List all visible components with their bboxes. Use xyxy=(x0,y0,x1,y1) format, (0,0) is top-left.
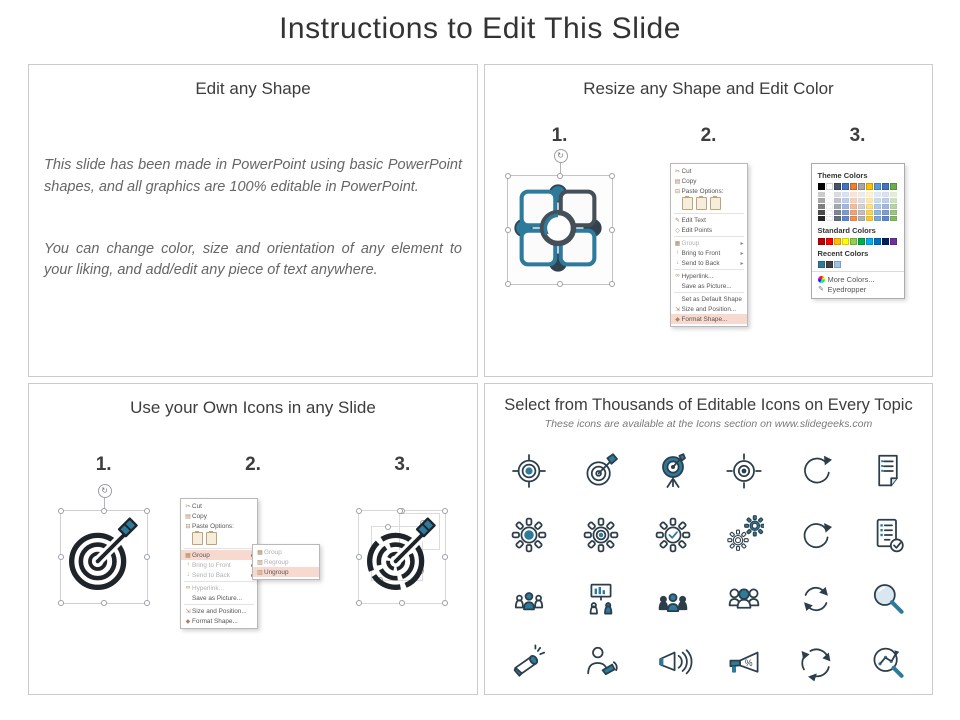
resize-context-menu xyxy=(670,163,748,327)
icon-document-checklist[interactable] xyxy=(852,450,924,492)
more-colors-item[interactable] xyxy=(818,274,898,284)
edit-shape-paragraph-2: You can change color, size and orientation of any element to your liking, and add/edit any piece of text anywhere. xyxy=(44,240,462,279)
icon-grid xyxy=(493,450,924,684)
resize-step-2-label: 2. xyxy=(700,125,717,146)
resize-step-3-label: 3. xyxy=(849,125,866,146)
color-swatch[interactable] xyxy=(818,183,825,190)
color-swatch[interactable] xyxy=(858,192,865,197)
icon-people-avatars[interactable] xyxy=(709,578,781,620)
rotate-handle[interactable]: ↻ xyxy=(554,149,568,163)
icon-data-search[interactable] xyxy=(852,642,924,684)
submenu-arrow-icon: ▸ xyxy=(740,250,744,257)
recent-colors-label: Recent Colors xyxy=(817,249,869,258)
menu-item-edit-text[interactable]: ✎ Edit Text xyxy=(674,216,706,224)
color-swatch[interactable] xyxy=(866,216,873,221)
color-swatch[interactable] xyxy=(842,204,849,209)
paste-option-icon[interactable] xyxy=(682,197,693,210)
resize-handle[interactable] xyxy=(58,508,64,514)
color-swatch[interactable] xyxy=(858,238,865,245)
icon-promotion-megaphone[interactable] xyxy=(709,642,781,684)
menu-item-copy[interactable]: ▤ Copy xyxy=(185,512,207,520)
slide-title: Instructions to Edit This Slide xyxy=(279,12,681,45)
menu-item-hyperlink[interactable]: ∞ Hyperlink... xyxy=(185,584,224,592)
resize-step-1-label: 1. xyxy=(551,125,568,146)
color-wheel-icon xyxy=(818,276,825,283)
menu-item-icon: ◆ xyxy=(185,618,191,625)
color-swatch[interactable] xyxy=(874,216,881,221)
color-swatch[interactable] xyxy=(866,192,873,197)
color-swatch[interactable] xyxy=(874,183,881,190)
icon-double-gear[interactable] xyxy=(709,514,781,556)
resize-handle[interactable] xyxy=(505,173,511,179)
menu-item-copy[interactable]: ▤ Copy xyxy=(674,177,697,185)
color-swatch[interactable] xyxy=(818,198,825,203)
color-swatch[interactable] xyxy=(874,210,881,215)
icon-target-crosshair[interactable] xyxy=(493,450,565,492)
color-swatch[interactable] xyxy=(818,261,825,268)
color-swatch[interactable] xyxy=(866,238,873,245)
resize-handle[interactable] xyxy=(101,600,107,606)
color-swatch[interactable] xyxy=(850,183,857,190)
color-swatch[interactable] xyxy=(882,216,889,221)
color-swatch[interactable] xyxy=(826,183,833,190)
color-swatch[interactable] xyxy=(858,216,865,221)
color-swatch[interactable] xyxy=(834,216,841,221)
icon-audience-group[interactable] xyxy=(493,578,565,620)
panel-edit-shape-heading: Edit any Shape xyxy=(195,79,311,98)
color-swatch[interactable] xyxy=(818,192,825,197)
theme-colors-row xyxy=(818,183,898,190)
icon-refresh-arrow[interactable] xyxy=(780,514,852,556)
menu-item-save-as-picture[interactable]: Save as Picture... xyxy=(191,594,243,602)
icons-step-2-label: 2. xyxy=(245,454,261,475)
color-swatch[interactable] xyxy=(850,198,857,203)
menu-item-icon: ▤ xyxy=(674,178,681,185)
color-swatch[interactable] xyxy=(882,210,889,215)
paste-option-icon[interactable] xyxy=(696,197,707,210)
selected-shape-frame[interactable] xyxy=(507,151,613,285)
icons-step-1-label: 1. xyxy=(95,454,112,475)
color-swatch[interactable] xyxy=(866,183,873,190)
menu-item-icon: ⇲ xyxy=(185,608,191,615)
icon-megaphone-waves[interactable] xyxy=(637,642,709,684)
color-swatch[interactable] xyxy=(842,198,849,203)
icon-magnifier[interactable] xyxy=(852,578,924,620)
resize-handle[interactable] xyxy=(101,508,107,514)
color-swatch[interactable] xyxy=(882,238,889,245)
color-swatch[interactable] xyxy=(882,192,889,197)
color-swatch[interactable] xyxy=(882,183,889,190)
color-swatch[interactable] xyxy=(858,210,865,215)
standard-colors-label: Standard Colors xyxy=(817,226,876,235)
color-swatch[interactable] xyxy=(826,238,833,245)
paste-option-icon[interactable] xyxy=(192,532,203,545)
menu-item-icon: ◆ xyxy=(675,316,680,323)
icon-announcer-person[interactable] xyxy=(565,642,637,684)
menu-item-cut[interactable]: ✂ Cut xyxy=(185,502,202,510)
color-swatch[interactable] xyxy=(826,210,833,215)
quad-squares-shape-icon xyxy=(508,176,608,280)
menu-item-cut[interactable]: ✂ Cut xyxy=(674,167,692,175)
eyedropper-icon: ✎ xyxy=(818,286,824,293)
menu-item-icon: ↓ xyxy=(186,572,190,578)
menu-item-group[interactable]: ▦ Group xyxy=(181,550,257,560)
color-swatch[interactable] xyxy=(834,198,841,203)
color-swatch[interactable] xyxy=(874,198,881,203)
resize-handle[interactable] xyxy=(557,173,563,179)
panel-icon-library-subheading: These icons are available at the Icons section on www.slidegeeks.com xyxy=(544,418,873,430)
theme-colors-label: Theme Colors xyxy=(817,171,868,180)
menu-item-format-shape[interactable]: ◆ Format Shape... xyxy=(671,314,747,324)
icons-step-3-label: 3. xyxy=(394,454,411,475)
resize-handle[interactable] xyxy=(144,600,150,606)
color-swatch[interactable] xyxy=(826,198,833,203)
menu-item-icon: ▧ xyxy=(257,559,263,566)
panel-edit-shape xyxy=(28,64,478,377)
panel-icon-library-heading: Select from Thousands of Editable Icons on Every Topic xyxy=(504,396,913,414)
svg-text:%: % xyxy=(745,658,754,669)
menu-item-icon: ▦ xyxy=(257,549,263,556)
eyedropper-label: Eyedropper xyxy=(827,284,867,294)
color-swatch[interactable] xyxy=(826,204,833,209)
icon-gear-core[interactable] xyxy=(565,514,637,556)
color-swatch[interactable] xyxy=(890,210,897,215)
color-swatch[interactable] xyxy=(858,183,865,190)
color-swatch[interactable] xyxy=(882,198,889,203)
color-swatch[interactable] xyxy=(890,238,897,245)
menu-item-send-to-back[interactable]: ↓ Send to Back xyxy=(181,570,257,580)
color-swatch[interactable] xyxy=(834,183,841,190)
menu-item-bring-to-front[interactable]: ↑ Bring to Front ▸ xyxy=(671,248,747,258)
panel-resize-shape-heading: Resize any Shape and Edit Color xyxy=(583,79,834,98)
color-swatch[interactable] xyxy=(858,204,865,209)
color-swatch[interactable] xyxy=(890,204,897,209)
standard-colors-row xyxy=(818,238,898,245)
menu-item-send-to-back[interactable]: ↓ Send to Back ▸ xyxy=(671,258,747,268)
color-swatch[interactable] xyxy=(850,192,857,197)
color-swatch[interactable] xyxy=(842,210,849,215)
panel-resize-shape xyxy=(484,64,933,377)
submenu-arrow-icon: ▸ xyxy=(740,260,744,267)
resize-handle[interactable] xyxy=(58,554,64,560)
color-swatch[interactable] xyxy=(818,204,825,209)
icon-gear-check[interactable] xyxy=(637,514,709,556)
resize-handle[interactable] xyxy=(609,281,615,287)
color-swatch[interactable] xyxy=(866,210,873,215)
menu-item-bring-to-front[interactable]: ↑ Bring to Front xyxy=(181,560,257,570)
color-swatch[interactable] xyxy=(834,261,841,268)
color-swatch[interactable] xyxy=(874,204,881,209)
menu-item-icon: ⊟ xyxy=(185,523,191,530)
color-swatch[interactable] xyxy=(834,238,841,245)
color-swatch[interactable] xyxy=(850,216,857,221)
icon-presentation-meeting[interactable] xyxy=(565,578,637,620)
theme-tints-grid xyxy=(818,192,898,221)
menu-item-hyperlink[interactable]: ∞ Hyperlink... xyxy=(675,272,714,280)
menu-item-icon: ✂ xyxy=(674,168,681,175)
panel-own-icons xyxy=(28,383,478,695)
menu-item-format-shape[interactable]: ◆ Format Shape... xyxy=(185,617,238,625)
menu-item-icon: ⇲ xyxy=(674,306,681,313)
color-swatch[interactable] xyxy=(826,261,833,268)
color-swatch[interactable] xyxy=(834,204,841,209)
color-swatch[interactable] xyxy=(842,216,849,221)
menu-item-save-as-picture[interactable]: Save as Picture... xyxy=(681,282,732,290)
menu-item-icon: ✂ xyxy=(185,503,191,510)
panel-icon-library xyxy=(484,383,933,695)
icon-crosshair-dot[interactable] xyxy=(709,450,781,492)
icon-rotate-arrow[interactable] xyxy=(780,450,852,492)
color-swatch[interactable] xyxy=(866,198,873,203)
icon-gear-filled[interactable] xyxy=(493,514,565,556)
color-swatch[interactable] xyxy=(882,204,889,209)
paste-option-icon[interactable] xyxy=(710,197,721,210)
color-swatch[interactable] xyxy=(866,204,873,209)
color-swatch[interactable] xyxy=(890,183,897,190)
menu-item-group[interactable]: ▦ Group xyxy=(257,548,282,556)
menu-item-group[interactable]: ▦ Group ▸ xyxy=(674,239,744,247)
menu-item-paste-options[interactable]: ⊟ Paste Options: xyxy=(674,187,724,195)
menu-item-icon: ▦ xyxy=(185,552,191,559)
menu-item-edit-points[interactable]: ◇ Edit Points xyxy=(675,226,713,234)
menu-item-icon: ∞ xyxy=(185,585,191,591)
panel-own-icons-heading: Use your Own Icons in any Slide xyxy=(130,398,376,417)
menu-item-icon: ∞ xyxy=(675,273,680,279)
target-dart-ungrouped-icon xyxy=(359,511,443,601)
icon-cycle-arrows[interactable] xyxy=(780,642,852,684)
color-swatch[interactable] xyxy=(842,183,849,190)
menu-item-icon: ⊟ xyxy=(674,188,681,195)
icon-checklist-approved[interactable] xyxy=(852,514,924,556)
icon-sync-arrows[interactable] xyxy=(780,578,852,620)
color-swatch[interactable] xyxy=(818,210,825,215)
menu-item-size-and-position[interactable]: ⇲ Size and Position... xyxy=(185,607,247,615)
menu-item-size-and-position[interactable]: ⇲ Size and Position... xyxy=(674,305,737,313)
color-swatch[interactable] xyxy=(850,238,857,245)
menu-item-ungroup[interactable]: ▥ Ungroup xyxy=(253,567,319,577)
icon-target-board[interactable] xyxy=(637,450,709,492)
menu-item-set-as-default-shape[interactable]: Set as Default Shape xyxy=(681,295,742,303)
menu-item-icon: ▤ xyxy=(185,513,191,520)
color-swatch[interactable] xyxy=(834,192,841,197)
group-context-menu xyxy=(180,498,258,629)
color-swatch[interactable] xyxy=(842,238,849,245)
menu-item-icon: ✎ xyxy=(674,217,681,224)
color-swatch[interactable] xyxy=(890,192,897,197)
resize-handle[interactable] xyxy=(144,508,150,514)
target-dart-icon xyxy=(61,511,145,601)
color-swatch[interactable] xyxy=(842,192,849,197)
paste-option-icon[interactable] xyxy=(206,532,217,545)
color-swatch[interactable] xyxy=(850,210,857,215)
menu-item-icon: ▥ xyxy=(257,569,263,576)
menu-item-icon: ↓ xyxy=(676,260,679,266)
menu-item-paste-options[interactable]: ⊟ Paste Options: xyxy=(185,522,234,530)
icon-megaphone[interactable] xyxy=(493,642,565,684)
icon-team-group[interactable] xyxy=(637,578,709,620)
resize-handle[interactable] xyxy=(505,281,511,287)
icon-target-dart[interactable] xyxy=(565,450,637,492)
color-swatch[interactable] xyxy=(890,198,897,203)
menu-item-regroup[interactable]: ▧ Regroup xyxy=(257,558,289,566)
color-picker-panel xyxy=(811,163,905,299)
menu-item-icon: ▦ xyxy=(674,240,681,247)
recent-colors-row xyxy=(818,261,898,268)
submenu-arrow-icon: ▸ xyxy=(740,240,744,247)
rotate-handle[interactable]: ↻ xyxy=(98,484,112,498)
ungrouped-icon-frame[interactable] xyxy=(358,510,446,604)
color-swatch[interactable] xyxy=(890,216,897,221)
resize-handle[interactable] xyxy=(557,281,563,287)
menu-item-icon: ↑ xyxy=(186,562,190,568)
color-swatch[interactable] xyxy=(874,192,881,197)
edit-shape-paragraph-1: This slide has been made in PowerPoint using basic PowerPoint shapes, and all graphics are 100% editable in PowerPoint. xyxy=(44,157,462,195)
resize-handle[interactable] xyxy=(609,173,615,179)
color-swatch[interactable] xyxy=(858,198,865,203)
grouped-icon-frame[interactable] xyxy=(60,486,148,604)
resize-handle[interactable] xyxy=(609,227,615,233)
resize-handle[interactable] xyxy=(505,227,511,233)
color-swatch[interactable] xyxy=(818,238,825,245)
resize-handle[interactable] xyxy=(58,600,64,606)
color-swatch[interactable] xyxy=(850,204,857,209)
color-swatch[interactable] xyxy=(826,192,833,197)
color-swatch[interactable] xyxy=(834,210,841,215)
eyedropper-item[interactable] xyxy=(818,284,898,294)
resize-handle[interactable] xyxy=(144,554,150,560)
menu-item-icon: ↑ xyxy=(676,250,679,256)
more-colors-label: More Colors... xyxy=(827,274,875,284)
color-swatch[interactable] xyxy=(818,216,825,221)
color-swatch[interactable] xyxy=(826,216,833,221)
menu-item-icon: ◇ xyxy=(675,227,680,234)
color-swatch[interactable] xyxy=(874,238,881,245)
group-submenu xyxy=(252,544,320,580)
